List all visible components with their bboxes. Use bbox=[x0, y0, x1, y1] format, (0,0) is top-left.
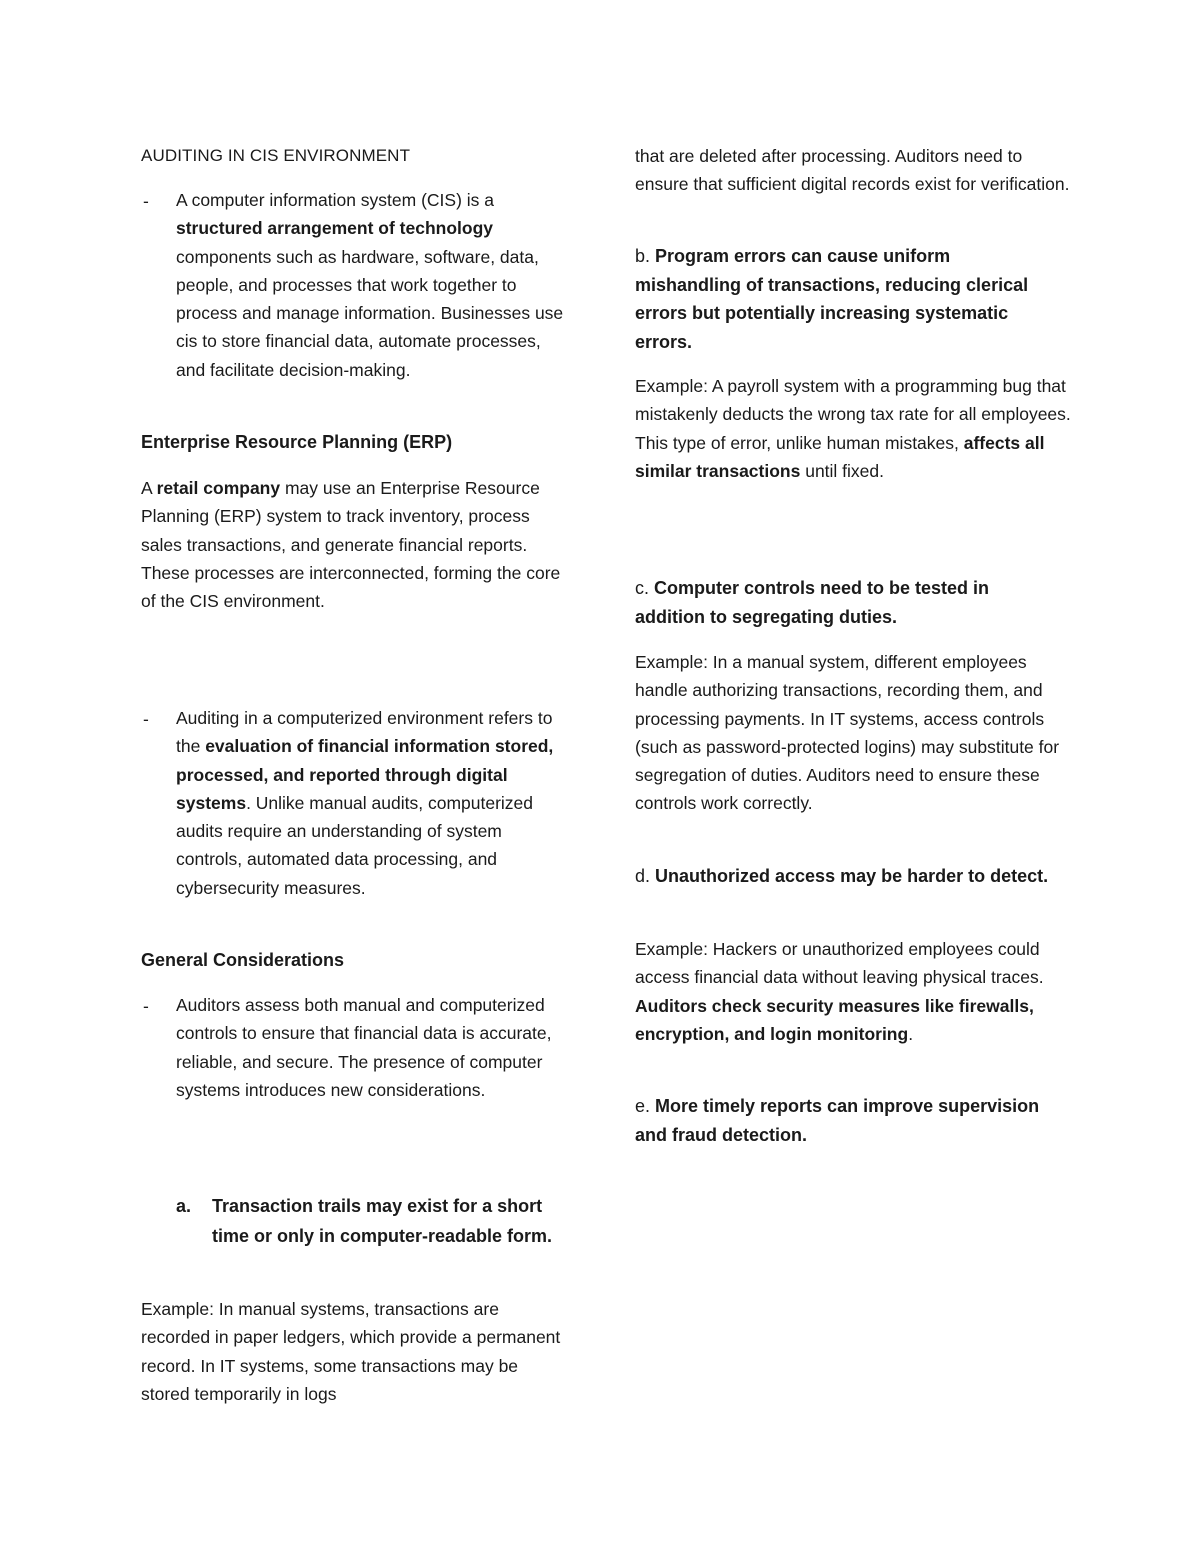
general-considerations-heading: General Considerations bbox=[141, 950, 345, 970]
page-title: AUDITING IN CIS ENVIRONMENT bbox=[141, 146, 411, 165]
computerized-auditing-paragraph: Auditing in a computerized environment refers to the evaluation of financial information stored, processed, and reported through digital systems. Unlike manual audits, computerized audits require an understanding of system controls, automated data processing, and cybersecurity measures. bbox=[176, 708, 554, 898]
example-a-continued-paragraph: that are deleted after processing. Auditors need to ensure that sufficient digital records exist for verification. bbox=[635, 146, 1070, 195]
item-a-heading: Transaction trails may exist for a short time or only in computer-readable form. bbox=[212, 1196, 553, 1246]
item-e-heading: e. More timely reports can improve supervision and fraud detection. bbox=[635, 1096, 1040, 1145]
bullet-marker: - bbox=[143, 191, 149, 211]
bullet-marker: - bbox=[143, 996, 149, 1016]
auditors-assess-paragraph: Auditors assess both manual and computerized controls to ensure that financial data is accurate, reliable, and secure. The presence of computer systems introduces new considerations. bbox=[176, 995, 552, 1100]
example-c-paragraph: Example: In a manual system, different employees handle authorizing transactions, recording them, and processing payments. In IT systems, access controls (such as password-protected logins) may substitute for segregation of duties. Auditors need to ensure these controls work correctly. bbox=[635, 652, 1060, 814]
item-a-marker: a. bbox=[176, 1196, 192, 1216]
erp-paragraph: A retail company may use an Enterprise Resource Planning (ERP) system to track inventory, process sales transactions, and generate financial reports. These processes are interconnected, forming the core of the CIS environment. bbox=[141, 478, 561, 612]
example-a-paragraph: Example: In manual systems, transactions are recorded in paper ledgers, which provide a permanent record. In IT systems, some transactions may be stored temporarily in logs bbox=[141, 1299, 561, 1404]
erp-heading: Enterprise Resource Planning (ERP) bbox=[141, 432, 453, 452]
item-d-heading: d. Unauthorized access may be harder to detect. bbox=[635, 866, 1049, 886]
item-c-heading: c. Computer controls need to be tested in addition to segregating duties. bbox=[635, 578, 990, 627]
example-d-paragraph: Example: Hackers or unauthorized employees could access financial data without leaving physical traces. Auditors check security measures like firewalls, encryption, and login monitoring. bbox=[635, 939, 1044, 1044]
example-b-paragraph: Example: A payroll system with a programming bug that mistakenly deducts the wrong tax rate for all employees. This type of error, unlike human mistakes, affects all similar transactions until fixed. bbox=[635, 376, 1071, 481]
cis-definition-paragraph: A computer information system (CIS) is a structured arrangement of technology components such as hardware, software, data, people, and processes that work together to process and manage information. Businesses use cis to store financial data, automate processes, and facilitate decision-making. bbox=[176, 190, 564, 380]
bullet-marker: - bbox=[143, 709, 149, 729]
item-b-heading: b. Program errors can cause uniform mishandling of transactions, reducing clerical errors but potentially increasing systematic errors. bbox=[635, 246, 1029, 352]
